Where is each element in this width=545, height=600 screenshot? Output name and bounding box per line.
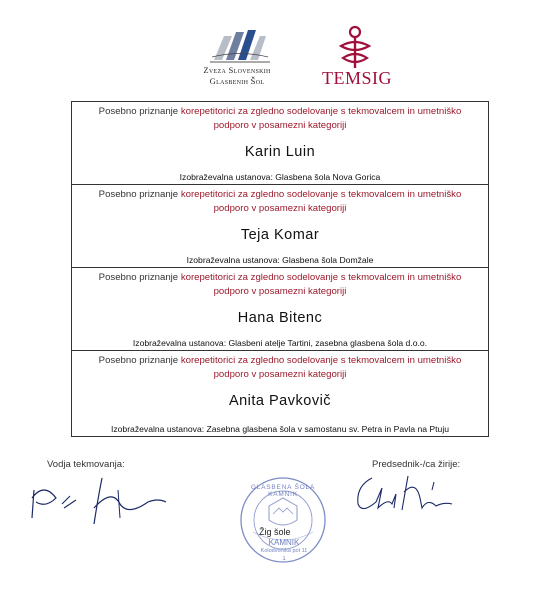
stamp-ring-text: GLASBENA ŠOLA KAMNIK xyxy=(250,484,316,498)
leader-signature-icon xyxy=(28,468,168,528)
award-description xyxy=(72,102,488,133)
zveza-line2: Glasbenih Šol xyxy=(209,76,265,86)
jury-signature-icon xyxy=(348,468,478,518)
competition-leader-label: Vodja tekmovanja: xyxy=(47,459,125,470)
award-institution: Izobraževalna ustanova: Glasbena šola Domžale xyxy=(186,255,374,265)
award-desc-highlight: korepetitorici za zgledno sodelovanje s tekmovalcem in umetniško podporo v posamezni kategoriji xyxy=(180,355,462,380)
award-entry xyxy=(72,351,488,436)
zveza-logo-icon xyxy=(206,24,276,68)
temsig-name: TEMSIG xyxy=(322,68,392,88)
award-description xyxy=(72,185,488,216)
temsig-logo-icon xyxy=(333,24,377,70)
school-seal-label: Žig šole xyxy=(259,527,291,537)
award-institution: Izobraževalna ustanova: Zasebna glasbena šola v samostanu sv. Petra in Pavla na Ptuju xyxy=(110,424,450,434)
award-desc-prefix: Posebno priznanje xyxy=(98,272,181,283)
award-institution: Izobraževalna ustanova: Glasbena šola Nova Gorica xyxy=(179,172,381,182)
award-recipient-name: Hana Bitenc xyxy=(237,310,323,326)
awards-table xyxy=(71,101,489,437)
award-desc-highlight: korepetitorici za zgledno sodelovanje s tekmovalcem in umetniško podporo v posamezni kategoriji xyxy=(180,189,462,214)
award-desc-prefix: Posebno priznanje xyxy=(98,355,181,366)
zveza-org-name xyxy=(176,65,298,87)
award-recipient-name: Teja Komar xyxy=(240,227,320,243)
award-desc-prefix: Posebno priznanje xyxy=(98,106,181,117)
stamp-sub-text: Kolodvorska pot 11 xyxy=(260,548,308,554)
award-entry xyxy=(72,268,488,351)
award-description xyxy=(72,351,488,382)
award-desc-highlight: korepetitorici za zgledno sodelovanje s tekmovalcem in umetniško podporo v posamezni kategoriji xyxy=(180,106,462,131)
award-recipient-name: Karin Luin xyxy=(244,144,316,160)
award-institution: Izobraževalna ustanova: Glasbeni atelje Tartini, zasebna glasbena šola d.o.o. xyxy=(132,338,428,348)
stamp-number: 1 xyxy=(282,556,286,562)
award-description xyxy=(72,268,488,299)
award-desc-highlight: korepetitorici za zgledno sodelovanje s tekmovalcem in umetniško podporo v posamezni kategoriji xyxy=(180,272,462,297)
document-header xyxy=(0,0,545,100)
award-entry xyxy=(72,102,488,185)
award-desc-prefix: Posebno priznanje xyxy=(98,189,181,200)
jury-president-label: Predsednik-/ca žirije: xyxy=(372,459,461,470)
stamp-center-text: KAMNIK xyxy=(268,538,300,547)
award-entry xyxy=(72,185,488,268)
award-recipient-name: Anita Pavkovič xyxy=(228,393,332,409)
zveza-line1: Zveza Slovenskih xyxy=(203,65,271,75)
